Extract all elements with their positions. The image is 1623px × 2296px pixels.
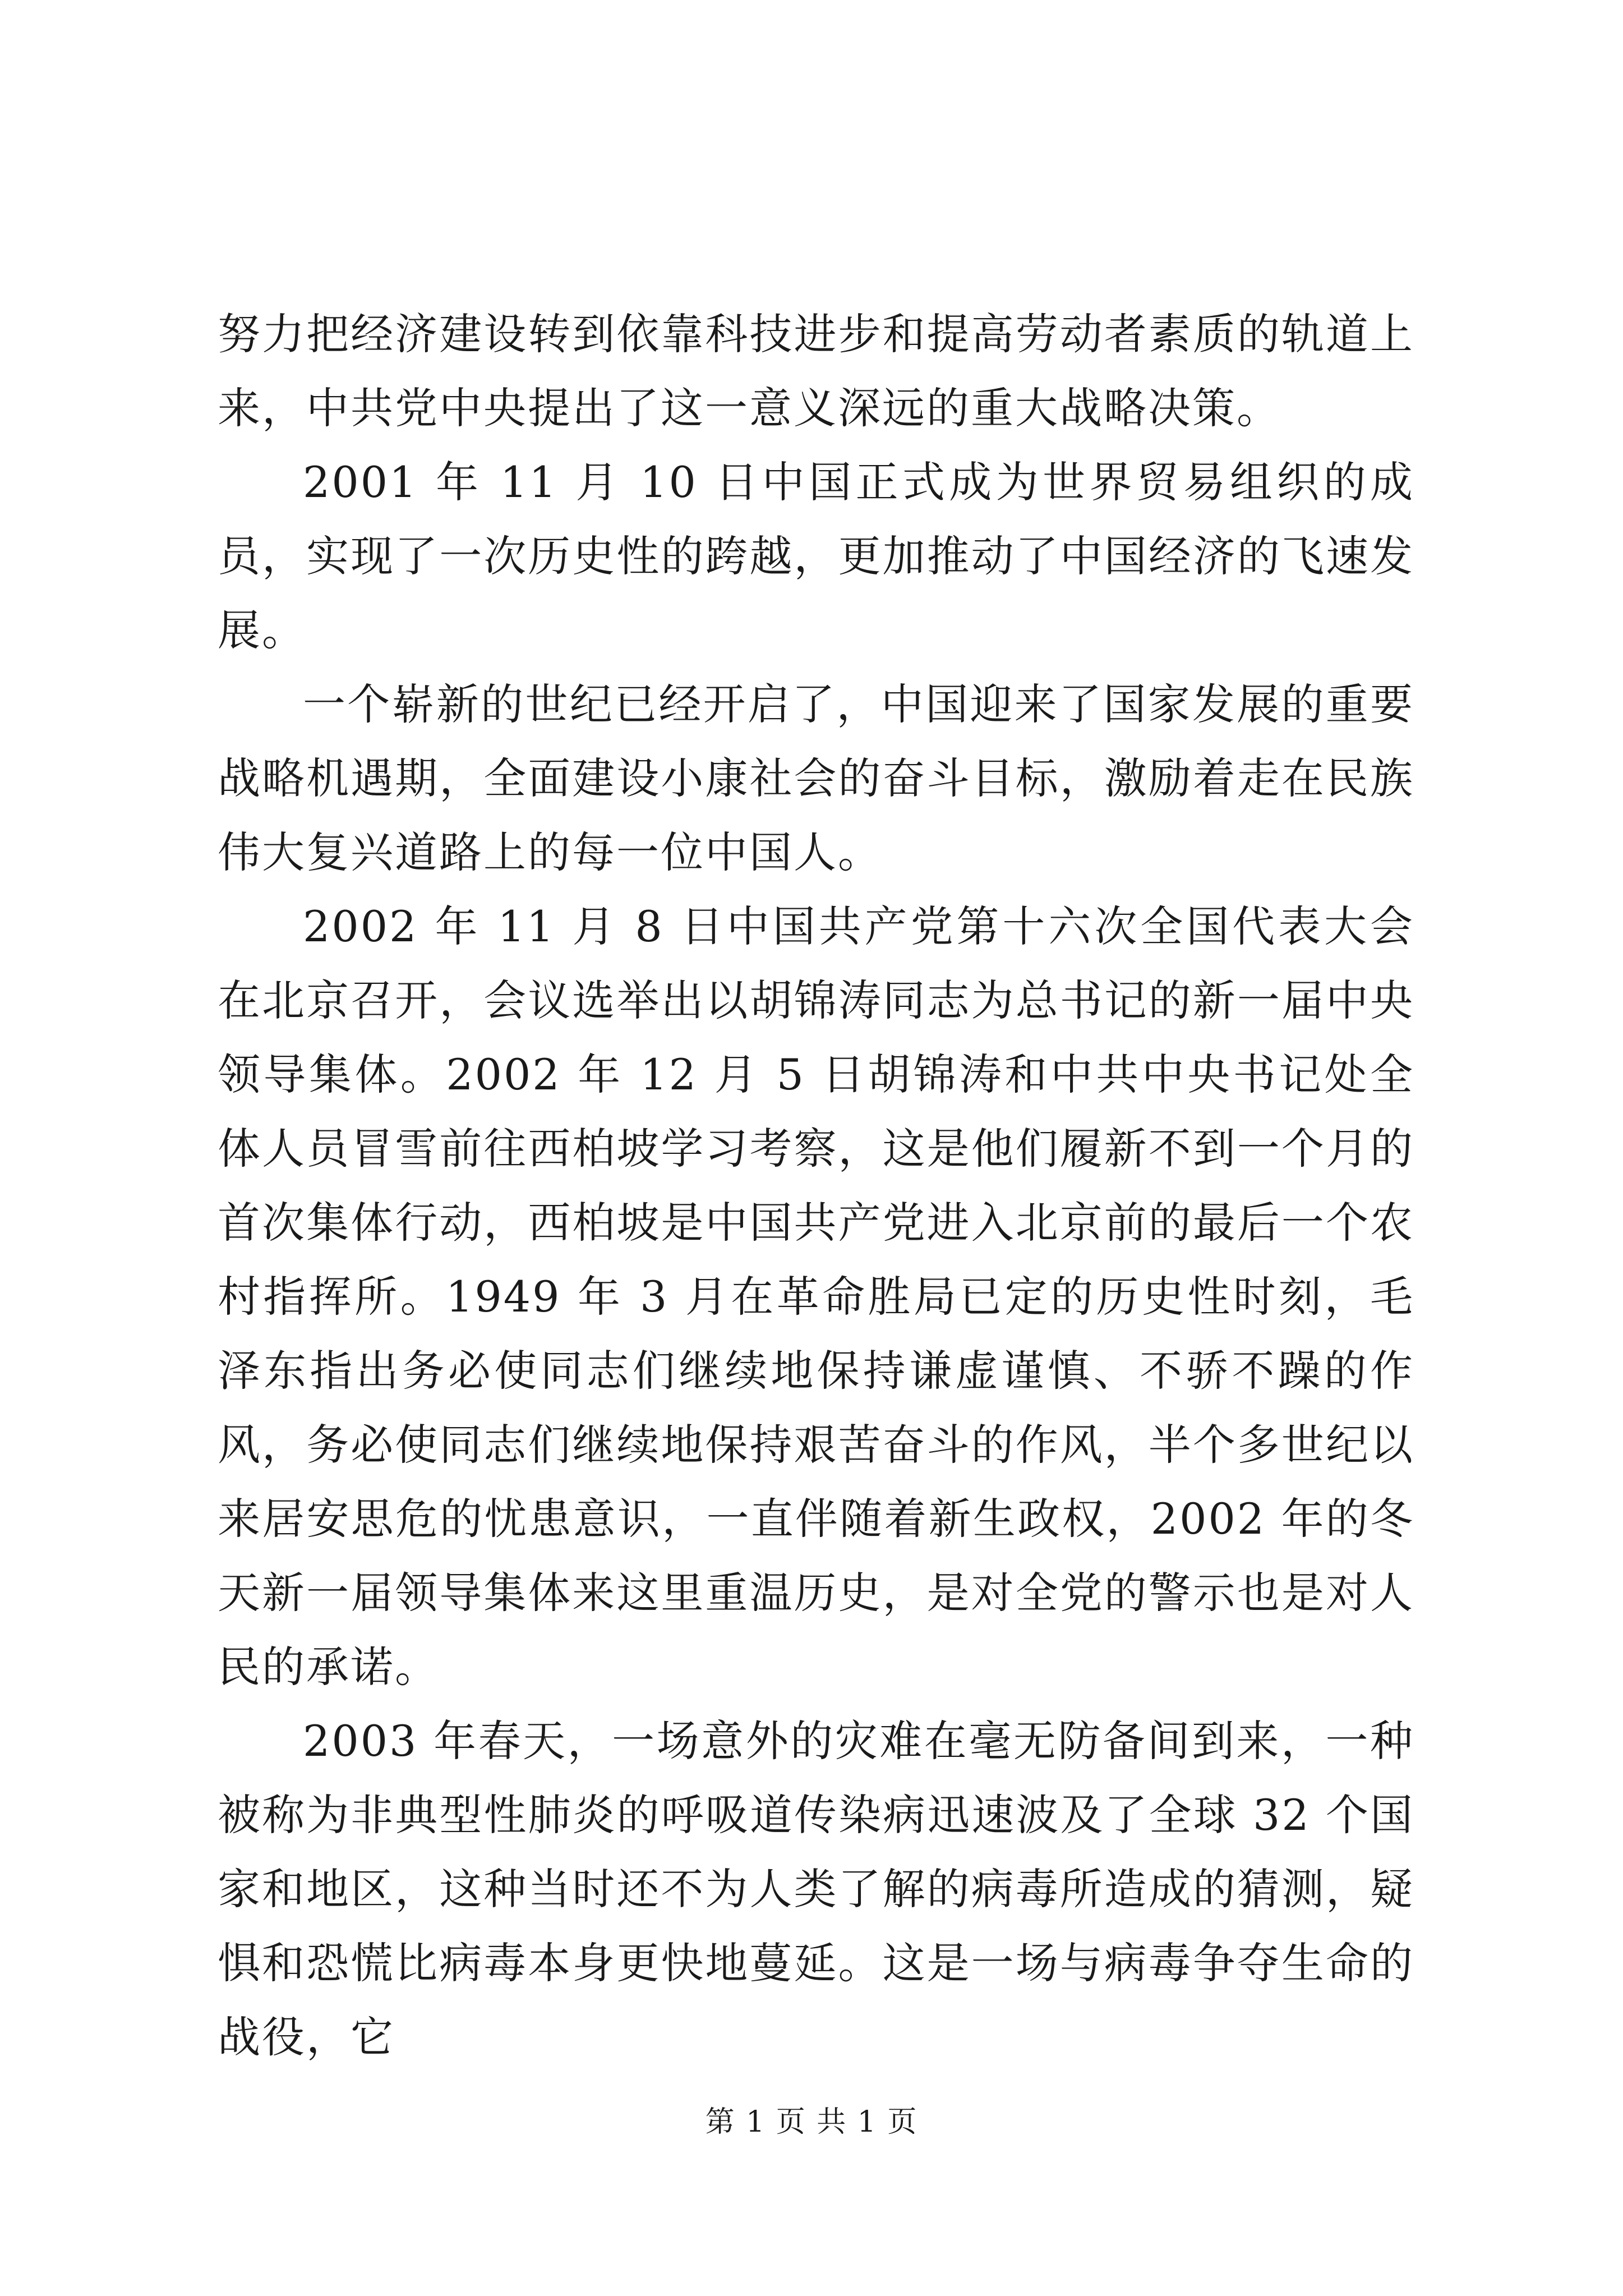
paragraph-continued: 努力把经济建设转到依靠科技进步和提高劳动者素质的轨道上来，中共党中央提出了这一意义深远的重大战略决策。 bbox=[218, 309, 1414, 433]
page-footer: 第 1 页 共 1 页 bbox=[705, 2105, 918, 2139]
paragraph-sars: 2003 年春天，一场意外的灾难在毫无防备间到来，一种被称为非典型性肺炎的呼吸道传染病迅速波及了全球 32 个国家和地区，这种当时还不为人类了解的病毒所造成的猜测，疑惧和恐慌比病毒本身更快地蔓延。这是一场与病毒争夺生命的战役，它 bbox=[218, 1716, 1414, 2062]
paragraph-wto: 2001 年 11 月 10 日中国正式成为世界贸易组织的成员，实现了一次历史性的跨越，更加推动了中国经济的飞速发展。 bbox=[218, 457, 1414, 655]
paragraph-new-century: 一个崭新的世纪已经开启了，中国迎来了国家发展的重要战略机遇期，全面建设小康社会的奋斗目标，激励着走在民族伟大复兴道路上的每一位中国人。 bbox=[218, 679, 1414, 877]
paragraph-sixteenth-congress: 2002 年 11 月 8 日中国共产党第十六次全国代表大会在北京召开，会议选举出以胡锦涛同志为总书记的新一届中央领导集体。2002 年 12 月 5 日胡锦涛和中共中央书记处全体人员冒雪前往西柏坡学习考察，这是他们履新不到一个月的首次集体行动，西柏坡是中国共产党进入北京前的最后一个农村指挥所。1949 年 3 月在革命胜局已定的历史性时刻，毛泽东指出务必使同志们继续地保持谦虚谨慎、不骄不躁的作风，务必使同志们继续地保持艰苦奋斗的作风，半个多世纪以来居安思危的忧患意识，一直伴随着新生政权，2002 年的冬天新一届领导集体来这里重温历史，是对全党的警示也是对人民的承诺。 bbox=[218, 901, 1414, 1692]
document-body bbox=[218, 297, 1414, 2074]
